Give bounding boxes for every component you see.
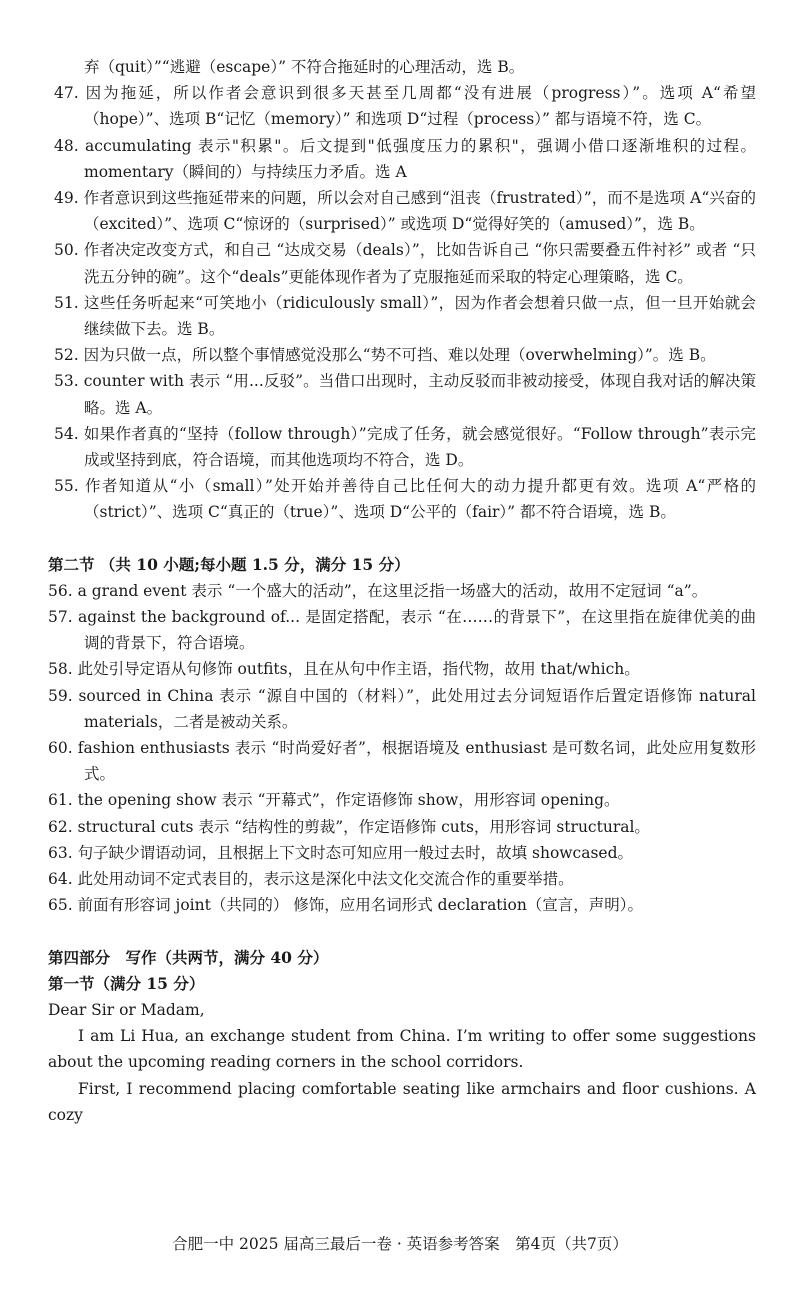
- item-number: 48.: [54, 136, 79, 155]
- answer-item-64: [48, 866, 756, 892]
- item-number: 49.: [54, 189, 79, 208]
- answer-item-55: [48, 473, 756, 525]
- part1-items: [48, 80, 756, 525]
- item-text: 作者决定改变方式，和自己 “达成交易（deals）”，比如告诉自己 “你只需要叠五件衬衫” 或者 “只洗五分钟的碗”。这个“deals”更能体现作者为了克服拖延而采取的特定心理策略，选 C。: [83, 241, 756, 286]
- part2-items: [48, 578, 756, 919]
- item-number: 63.: [48, 843, 73, 862]
- item-number: 61.: [48, 791, 73, 810]
- item-number: 53.: [54, 372, 79, 391]
- answer-item-63: [48, 840, 756, 866]
- item-text: the opening show 表示 “开幕式”，作定语修饰 show，用形容词 opening。: [77, 791, 620, 810]
- item-text: 此处用动词不定式表目的，表示这是深化中法文化交流合作的重要举措。: [77, 870, 574, 889]
- item-text: against the background of... 是固定搭配，表示 “在……的背景下”，在这里指在旋律优美的曲调的背景下，符合语境。: [78, 608, 756, 653]
- item-text: 因为拖延，所以作者会意识到很多天甚至几周都“没有进展（progress）”。选项 A“希望（hope）”、选项 B“记忆（memory）” 和选项 D“过程（process）” 都与语境不符，选 C。: [84, 84, 756, 129]
- item-number: 64.: [48, 870, 73, 889]
- section2-heading: 第二节 （共 10 小题;每小题 1.5 分，满分 15 分）: [48, 554, 410, 574]
- answer-item-50: [48, 237, 756, 289]
- item-text: 如果作者真的“坚持（follow through）”完成了任务，就会感觉很好。“Follow through”表示完成或坚持到底，符合语境，而其他选项均不符合，选 D。: [83, 424, 756, 470]
- answer-item-49: [48, 185, 756, 237]
- item-number: 65.: [48, 896, 73, 915]
- answer-item-65: [48, 892, 756, 918]
- letter-salutation: Dear Sir or Madam,: [48, 1000, 205, 1019]
- page-footer: 合肥一中 2025 届高三最后一卷 · 英语参考答案 第4页（共7页）: [172, 1235, 628, 1253]
- item-number: 59.: [48, 686, 73, 705]
- answer-item-47: [48, 80, 756, 132]
- item-number: 58.: [48, 660, 73, 679]
- item-text: 因为只做一点，所以整个事情感觉没那么“势不可挡、难以处理（overwhelming）”。选 B。: [83, 346, 716, 365]
- item-number: 55.: [54, 477, 79, 496]
- item-number: 54.: [54, 424, 79, 443]
- item-number: 56.: [48, 581, 73, 600]
- answer-item-62: [48, 814, 756, 840]
- answer-item-53: [48, 368, 756, 420]
- item-number: 60.: [48, 739, 73, 758]
- letter-paragraph-2: First, I recommend placing comfortable seating like armchairs and floor cushions. A cozy: [48, 1079, 756, 1124]
- section-gap: [48, 919, 756, 945]
- item-number: 50.: [54, 241, 79, 260]
- item-text: counter with 表示 “用...反驳”。当借口出现时，主动反驳而非被动接受，体现自我对话的解决策略。选 A。: [83, 372, 756, 417]
- answer-content: [48, 54, 756, 1128]
- item-text: accumulating 表示"积累"。后文提到"低强度压力的累积"，强调小借口逐渐堆积的过程。momentary（瞬间的）与持续压力矛盾。选 A: [84, 136, 756, 181]
- section1-heading: 第一节（满分 15 分）: [48, 973, 205, 993]
- item-text: 作者意识到这些拖延带来的问题，所以会对自己感到“沮丧（frustrated）”，而不是选项 A“兴奋的（excited）”、选项 C“惊讶的（surprised）” 或选项 D“觉得好笑的（amused）”，选 B。: [83, 189, 756, 234]
- sample-letter: [48, 997, 756, 1128]
- part4-heading: 第四部分 写作（共两节，满分 40 分）: [48, 947, 329, 967]
- letter-paragraph-1: I am Li Hua, an exchange student from China. I’m writing to offer some suggestions about the upcoming reading corners in the school corridors.: [48, 1027, 756, 1072]
- answer-item-57: [48, 604, 756, 656]
- item-number: 62.: [48, 817, 73, 836]
- answer-item-58: [48, 656, 756, 682]
- answer-item-59: [48, 683, 756, 735]
- answer-item-52: [48, 342, 756, 368]
- answer-item-51: [48, 290, 756, 342]
- item-text: 此处引导定语从句修饰 outfits，且在从句中作主语，指代物，故用 that/which。: [77, 660, 640, 679]
- item-number: 52.: [54, 346, 79, 365]
- item-text: 作者知道从“小（small）”处开始并善待自己比任何大的动力提升都更有效。选项 A“严格的（strict）”、选项 C“真正的（true）”、选项 D“公平的（fair）” 都不符合语境，选 B。: [84, 477, 756, 522]
- answer-item-54: [48, 421, 756, 473]
- item-text: 这些任务听起来“可笑地小（ridiculously small）”，因为作者会想着只做一点，但一旦开始就会继续做下去。选 B。: [83, 293, 756, 339]
- item-text: sourced in China 表示 “源自中国的（材料）”，此处用过去分词短语作后置定语修饰 natural materials，二者是被动关系。: [78, 686, 756, 731]
- item-text: a grand event 表示 “一个盛大的活动”，在这里泛指一场盛大的活动，故用不定冠词 “a”。: [77, 581, 708, 600]
- item-text: 前面有形容词 joint（共同的） 修饰，应用名词形式 declaration（宣言，声明）。: [77, 896, 644, 915]
- item-text: fashion enthusiasts 表示 “时尚爱好者”，根据语境及 enthusiast 是可数名词，此处应用复数形式。: [77, 739, 756, 784]
- answer-item-61: [48, 787, 756, 813]
- item-number: 51.: [54, 293, 79, 312]
- answer-item-60: [48, 735, 756, 787]
- item-text: 句子缺少谓语动词，且根据上下文时态可知应用一般过去时，故填 showcased。: [77, 843, 634, 862]
- answer-item-48: [48, 133, 756, 185]
- section-gap: [48, 526, 756, 552]
- item-number: 47.: [54, 84, 79, 103]
- item-number: 57.: [48, 608, 73, 627]
- answer-item-56: [48, 578, 756, 604]
- item-text: structural cuts 表示 “结构性的剪裁”，作定语修饰 cuts，用形容词 structural。: [77, 817, 650, 836]
- item-46-continuation: 弃（quit）”“逃避（escape）” 不符合拖延时的心理活动，选 B。: [84, 58, 525, 76]
